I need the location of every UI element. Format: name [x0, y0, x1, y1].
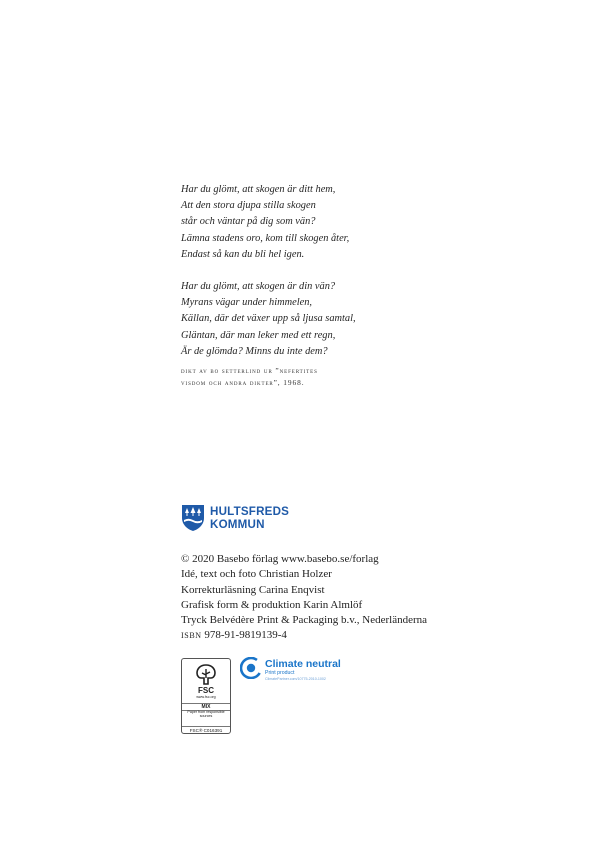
fsc-mix: MIX: [182, 703, 230, 711]
isbn-number: 978-91-9819139-4: [204, 629, 287, 642]
poem-line: Lämna stadens oro, kom till skogen åter,: [181, 232, 350, 244]
colophon-line: Korrekturläsning Carina Enqvist: [181, 583, 325, 596]
poem-line: Är de glömda? Minns du inte dem?: [181, 345, 328, 357]
logo-line: HULTSFREDS: [210, 505, 290, 518]
isbn-line: [181, 628, 481, 643]
poem-stanza-2: [181, 279, 501, 360]
colophon-line: © 2020 Basebo förlag www.basebo.se/forlag: [181, 553, 379, 565]
fsc-certification-label: [181, 658, 231, 734]
poem: [181, 182, 501, 376]
poem-line: Har du glömt, att skogen är ditt hem,: [181, 184, 336, 195]
climate-partner-icon: [240, 657, 262, 679]
poem-line: Gläntan, där man leker med ett regn,: [181, 329, 336, 341]
poem-stanza-1: [181, 182, 501, 263]
poem-credit: [181, 365, 441, 388]
fsc-name: FSC: [198, 686, 214, 695]
climate-id: ClimatePartner.com/10775-2010-1002: [265, 676, 326, 681]
climate-subtitle: Print product: [265, 670, 295, 676]
poem-line: Myrans vägar under himmelen,: [181, 297, 313, 309]
poem-line: Att den stora djupa stilla skogen: [181, 200, 316, 212]
colophon: [181, 552, 481, 644]
climate-neutral-label: [240, 657, 370, 687]
poem-line: Har du glömt, att skogen är din vän?: [181, 281, 336, 293]
poem-credit-line: dikt av bo setterlind ur ”nefertites: [181, 366, 318, 375]
hultsfreds-kommun-logo: [181, 504, 341, 534]
fsc-description: Paper from responsible sources: [187, 710, 225, 719]
fsc-tree-icon: [194, 664, 218, 686]
colophon-line: Tryck Belvédère Print & Packaging b.v., Nederländerna: [181, 614, 428, 627]
colophon-line: Idé, text och foto Christian Holzer: [181, 568, 332, 581]
poem-line: står och väntar på dig som vän?: [181, 216, 316, 228]
fsc-code: FSC® C016391: [182, 726, 230, 733]
logo-line: KOMMUN: [210, 518, 265, 531]
logo-text: [210, 505, 289, 531]
fsc-url: www.fsc.org: [196, 695, 216, 699]
municipal-shield-icon: [181, 504, 205, 532]
colophon-line: Grafisk form & produktion Karin Almlöf: [181, 598, 363, 611]
isbn-label: isbn: [181, 629, 202, 642]
poem-line: Endast så kan du bli hel igen.: [181, 248, 305, 260]
poem-line: Källan, där det växer upp så ljusa samtal,: [181, 313, 356, 325]
poem-credit-line: visdom och andra dikter”, 1968.: [181, 377, 305, 387]
climate-title: Climate neutral: [265, 658, 341, 670]
